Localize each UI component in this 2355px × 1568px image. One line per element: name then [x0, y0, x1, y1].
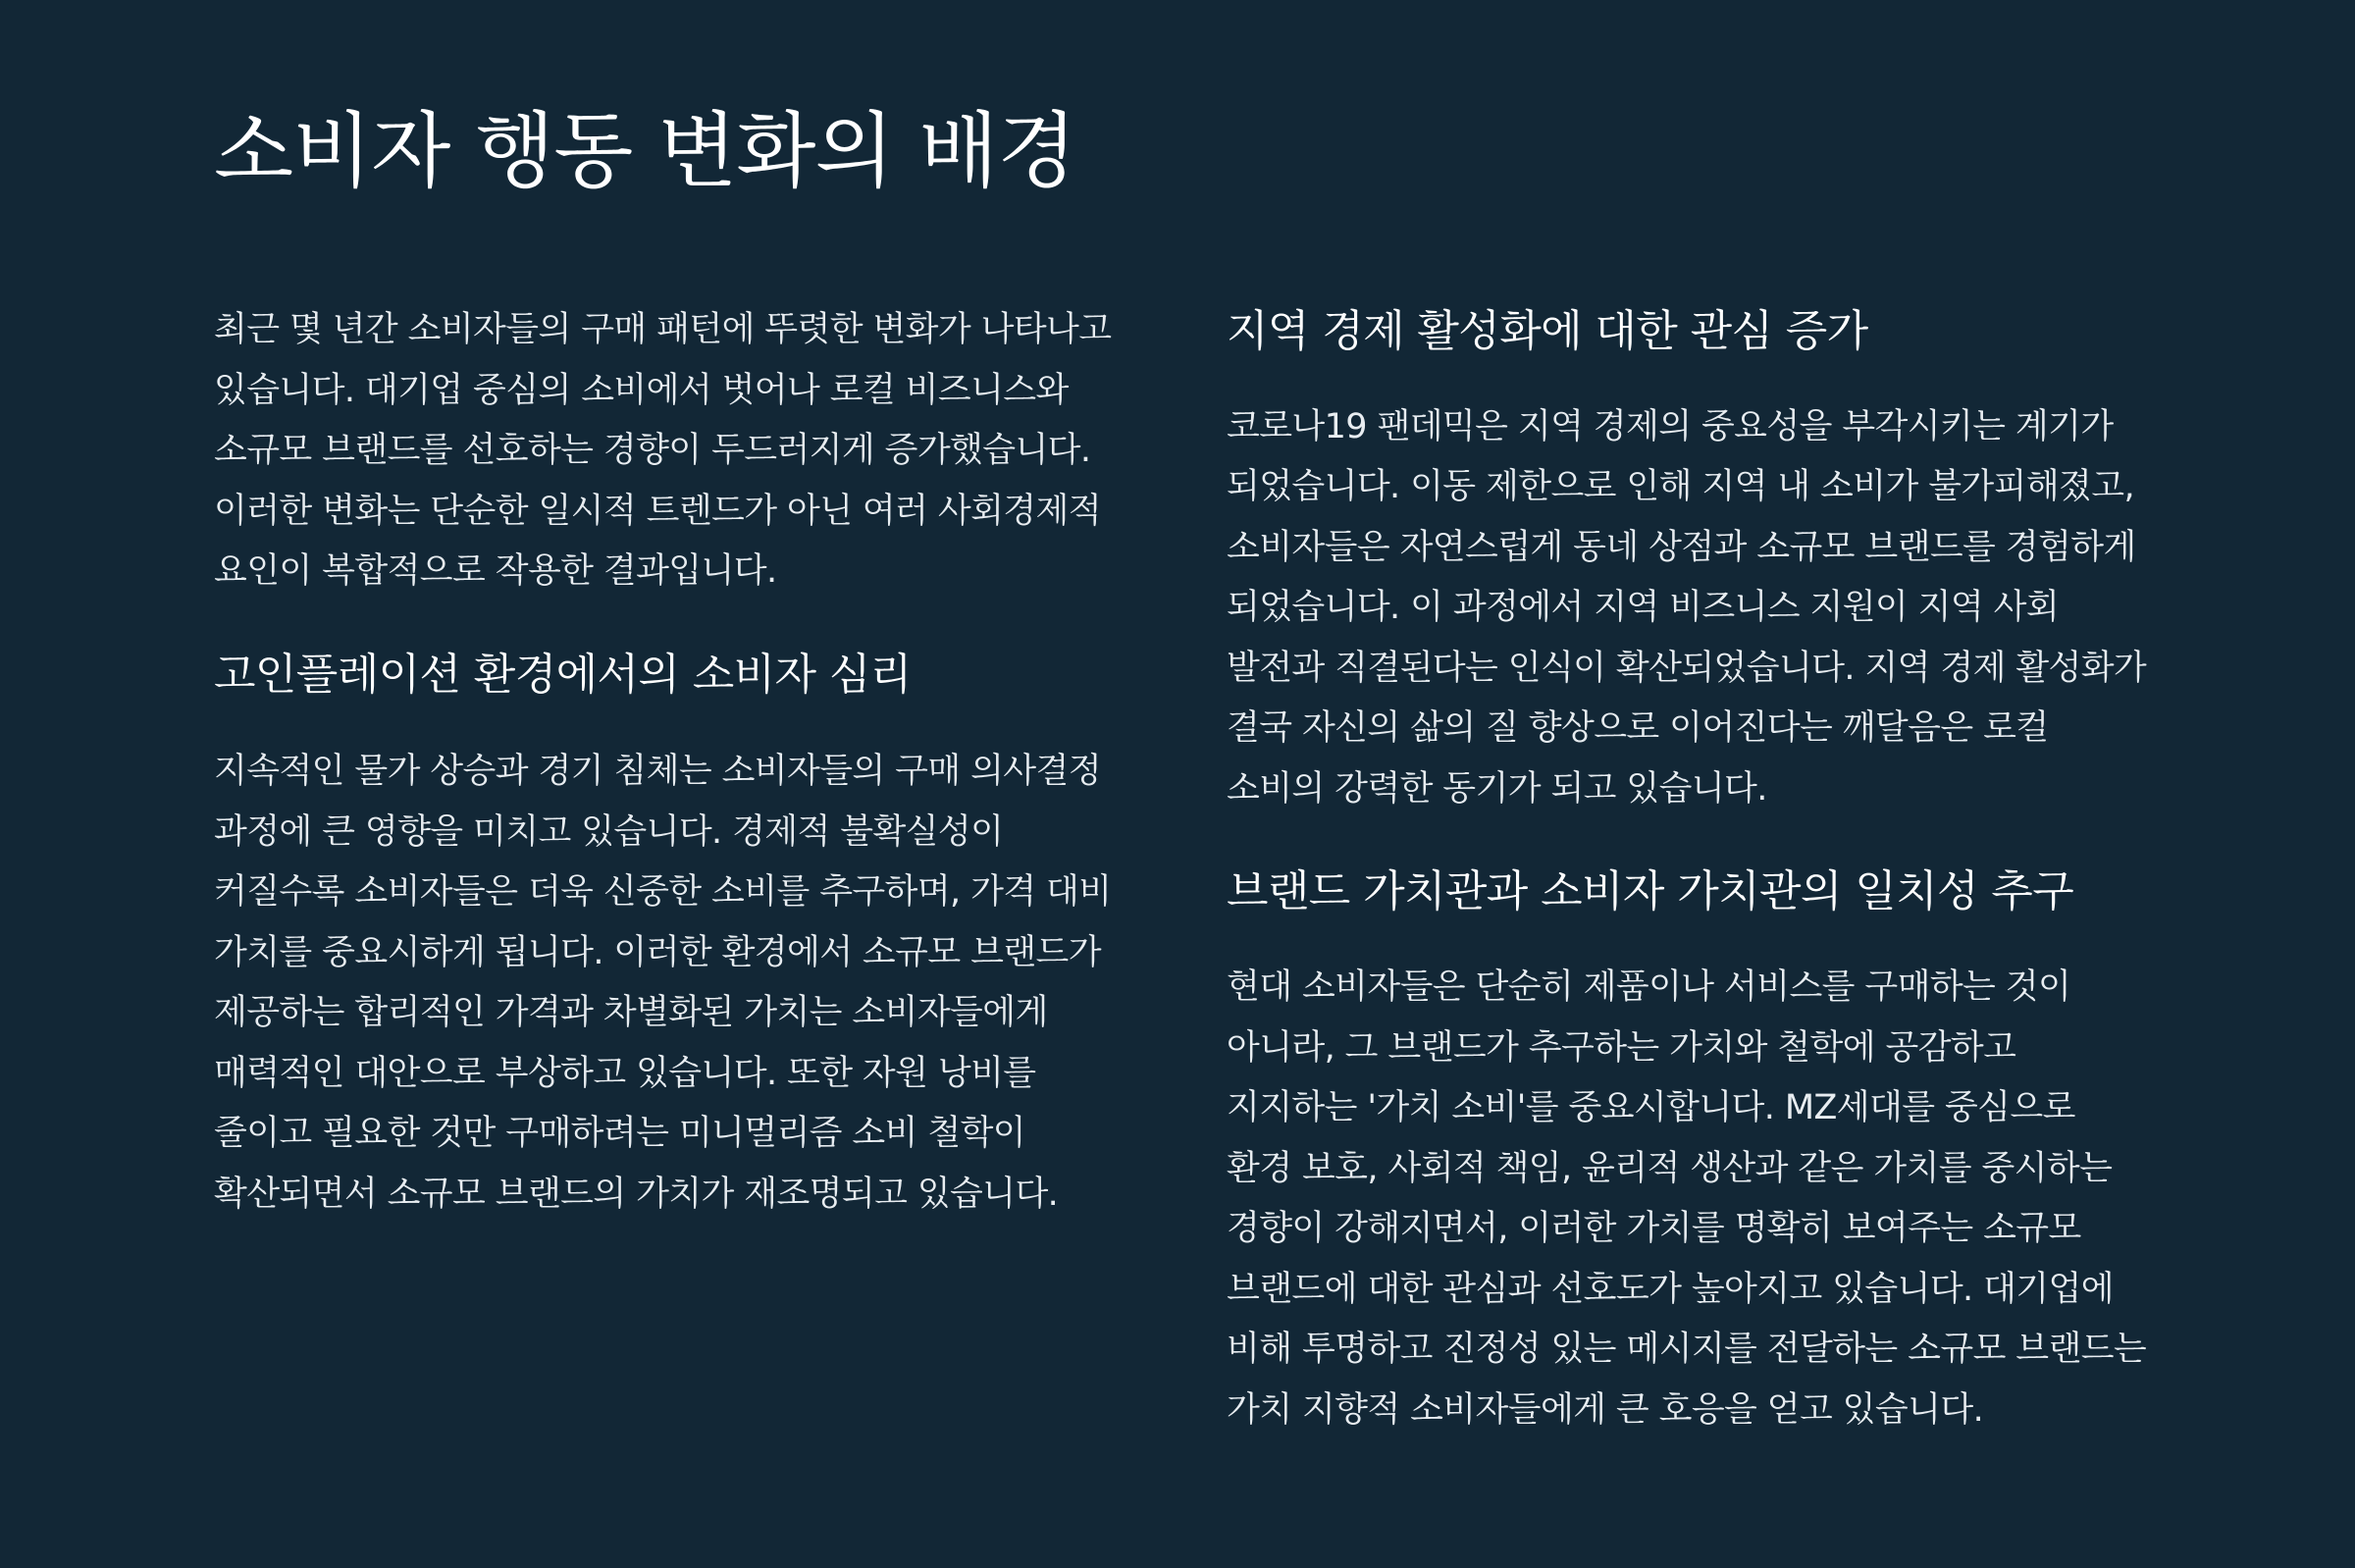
- section-body-inflation: 지속적인 물가 상승과 경기 침체는 소비자들의 구매 의사결정 과정에 큰 영향을 미치고 있습니다. 경제적 불확실성이 커질수록 소비자들은 더욱 신중한 소비를 추구하며, 가격 대비 가치를 중요시하게 됩니다. 이러한 환경에서 소규모 브랜드가 제공하는 합리적인 가격과 차별화된 가치는 소비자들에게 매력적인 대안으로 부상하고 있습니다. 또한 자원 낭비를 줄이고 필요한 것만 구매하려는 미니멀리즘 소비 철학이 확산되면서 소규모 브랜드의 가치가 재조명되고 있습니다.: [214, 752, 1112, 1214]
- slide-title: 소비자 행동 변화의 배경: [214, 103, 1076, 199]
- section-body-brand-values: 현대 소비자들은 단순히 제품이나 서비스를 구매하는 것이 아니라, 그 브랜드가 추구하는 가치와 철학에 공감하고 지지하는 '가치 소비'를 중요시합니다. MZ세대를 중심으로 환경 보호, 사회적 책임, 윤리적 생산과 같은 가치를 중시하는 경향이 강해지면서, 이러한 가치를 명확히 보여주는 소규모 브랜드에 대한 관심과 선호도가 높아지고 있습니다. 대기업에 비해 투명하고 진정성 있는 메시지를 전달하는 소규모 브랜드는 가치 지향적 소비자들에게 큰 호응을 얻고 있습니다.: [1227, 967, 2147, 1430]
- section-body-local-economy: 코로나19 팬데믹은 지역 경제의 중요성을 부각시키는 계기가 되었습니다. 이동 제한으로 인해 지역 내 소비가 불가피해졌고, 소비자들은 자연스럽게 동네 상점과 소규모 브랜드를 경험하게 되었습니다. 이 과정에서 지역 비즈니스 지원이 지역 사회 발전과 직결된다는 인식이 확산되었습니다. 지역 경제 활성화가 결국 자신의 삶의 질 향상으로 이어진다는 깨달음은 로컬 소비의 강력한 동기가 되고 있습니다.: [1227, 406, 2147, 809]
- left-column: [214, 300, 1126, 1225]
- section-heading-local-economy: 지역 경제 활성화에 대한 관심 증가: [1227, 306, 1868, 356]
- section-heading-brand-values: 브랜드 가치관과 소비자 가치관의 일치성 추구: [1227, 866, 2074, 917]
- right-column: [1227, 300, 2149, 1440]
- intro-paragraph: 최근 몇 년간 소비자들의 구매 패턴에 뚜렷한 변화가 나타나고 있습니다. 대기업 중심의 소비에서 벗어나 로컬 비즈니스와 소규모 브랜드를 선호하는 경향이 두드러지게 증가했습니다. 이러한 변화는 단순한 일시적 트렌드가 아닌 여러 사회경제적 요인이 복합적으로 작용한 결과입니다.: [214, 310, 1112, 591]
- section-heading-inflation: 고인플레이션 환경에서의 소비자 심리: [214, 649, 912, 700]
